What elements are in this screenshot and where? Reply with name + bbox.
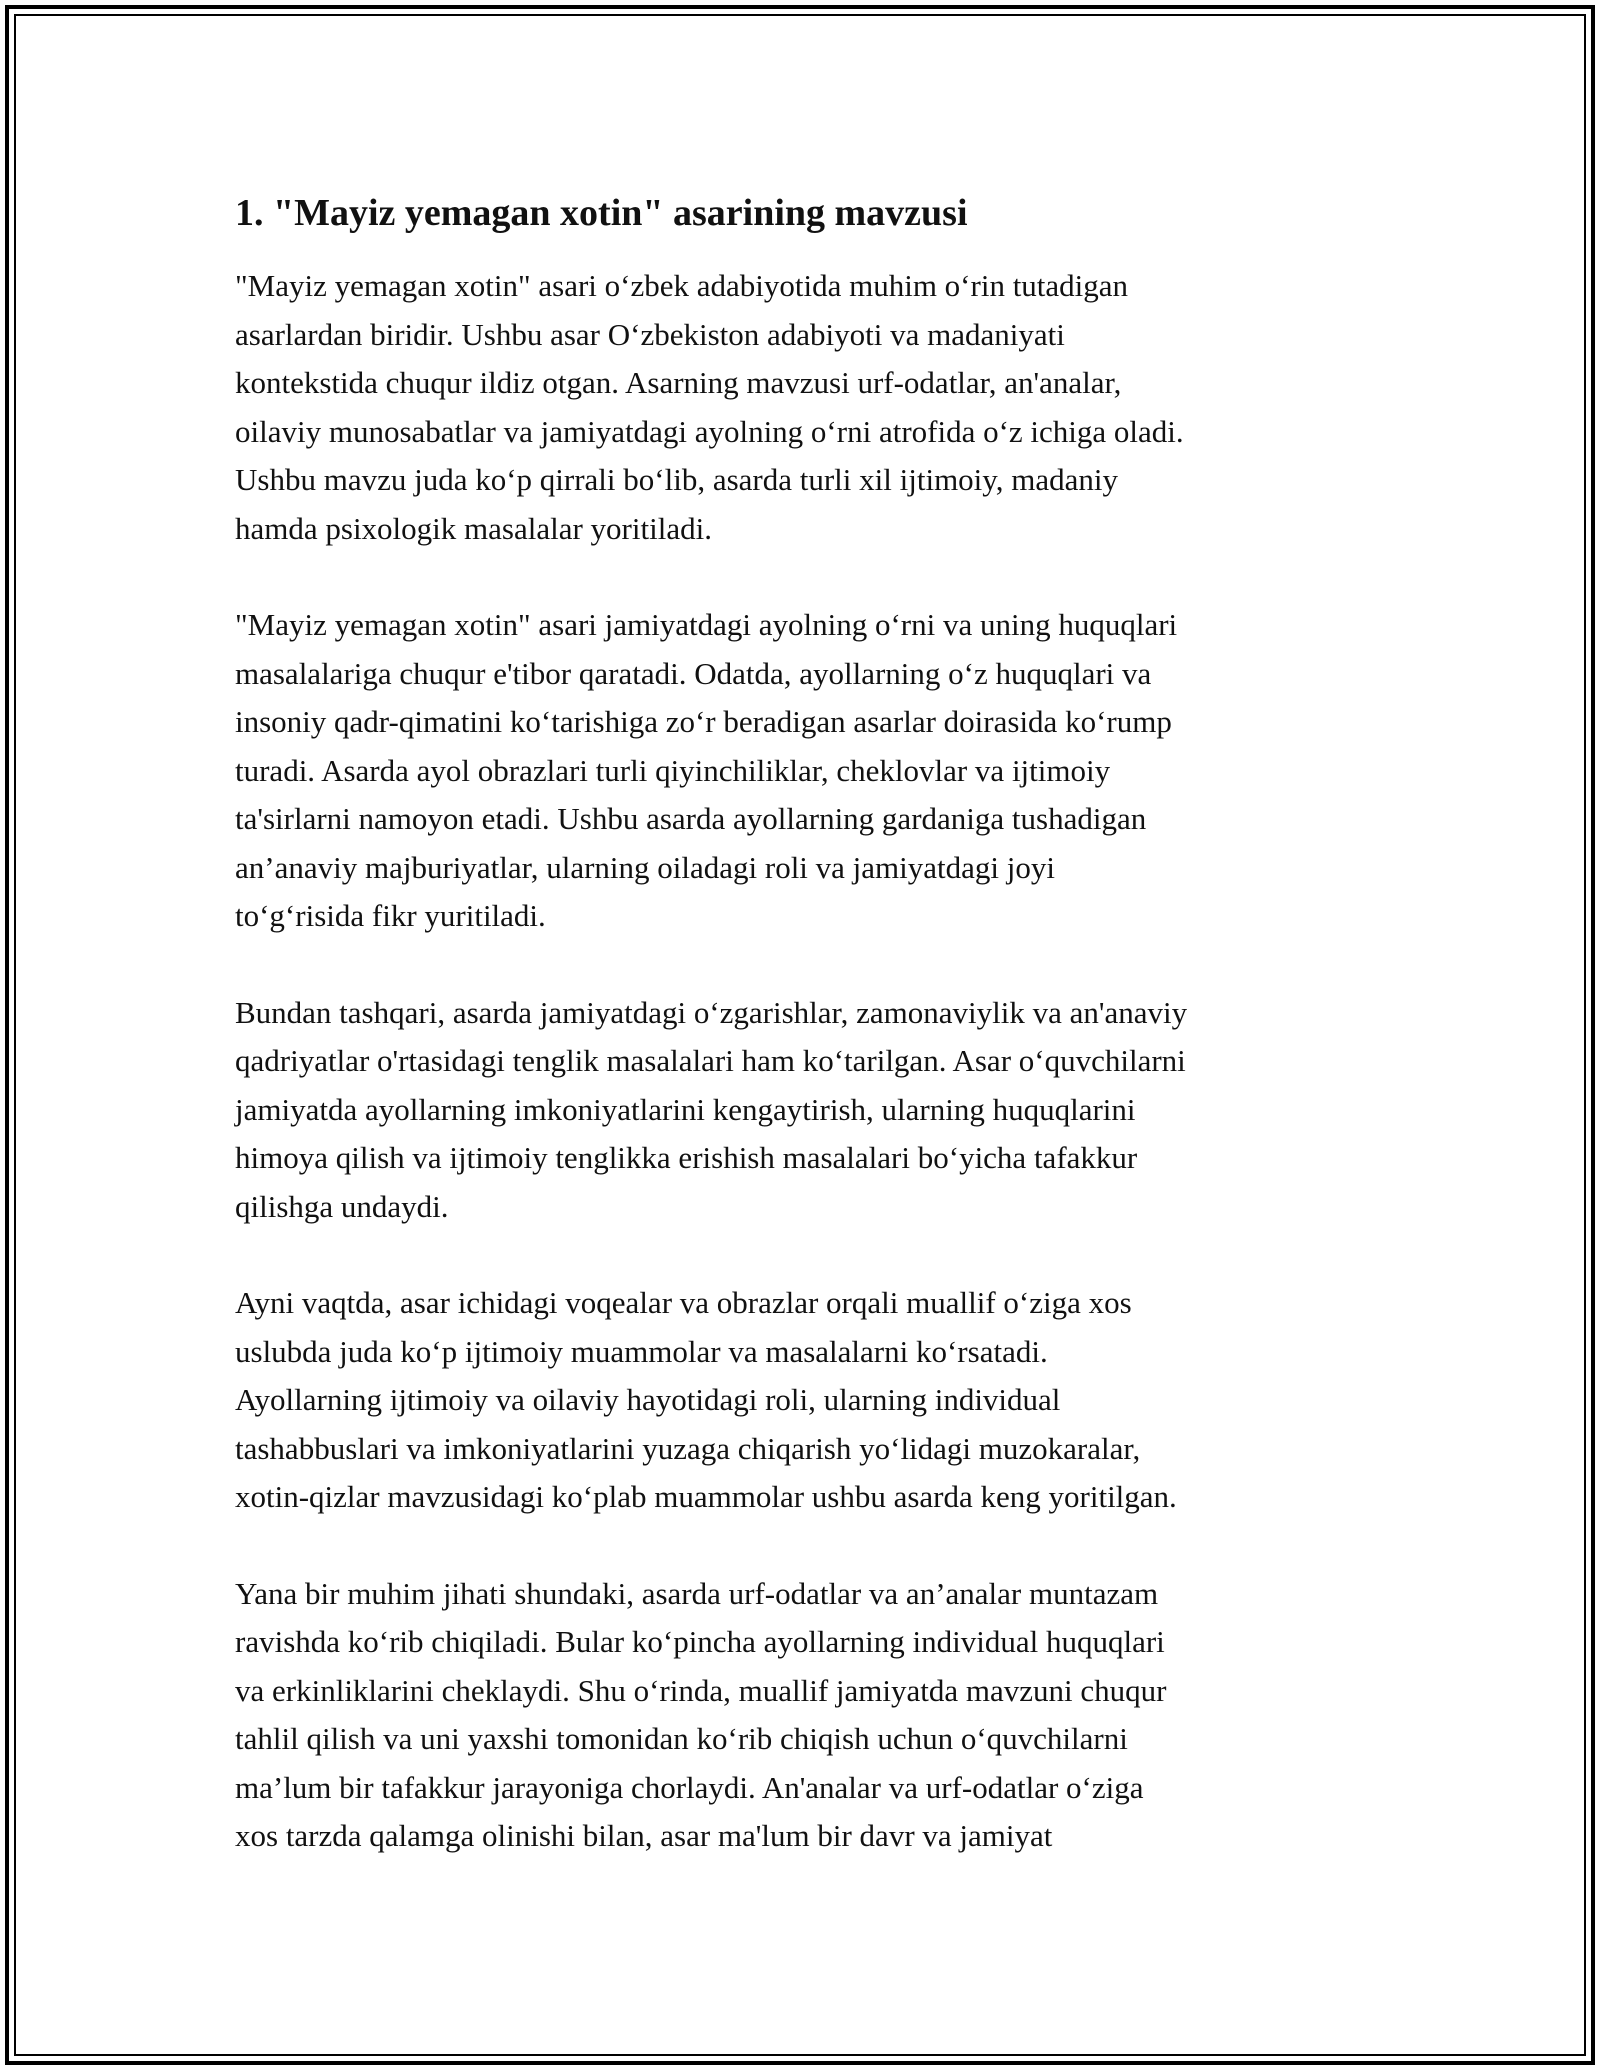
paragraph-line: xotin-qizlar mavzusidagi koʻplab muammolar ushbu asarda keng yoritilgan. (235, 1479, 1177, 1514)
paragraph-line: ma’lum bir tafakkur jarayoniga chorlaydi. An'analar va urf-odatlar oʻziga (235, 1769, 1144, 1805)
paragraph-line: qadriyatlar o'rtasidagi tenglik masalalari ham koʻtarilgan. Asar oʻquvchilarni (235, 1043, 1186, 1078)
paragraph-line: Ushbu mavzu juda koʻp qirrali boʻlib, asarda turli xil ijtimoiy, madaniy (235, 462, 1119, 497)
paragraph (235, 601, 1370, 941)
paragraph-line: Yana bir muhim jihati shundaki, asarda urf-odatlar va an’analar muntazam (235, 1575, 1159, 1611)
paragraph-line: asarlardan biridir. Ushbu asar Oʻzbekiston adabiyoti va madaniyati (235, 316, 1065, 352)
paragraph-line: himoya qilish va ijtimoiy tenglikka erishish masalalari boʻyicha tafakkur (235, 1140, 1138, 1175)
paragraph (235, 989, 1370, 1232)
paragraph (235, 1279, 1370, 1522)
paragraph-line: Ayni vaqtda, asar ichidagi voqealar va obrazlar orqali muallif oʻziga xos (235, 1285, 1132, 1320)
paragraph-line: toʻgʻrisida fikr yuritiladi. (235, 898, 546, 933)
paragraph (235, 262, 1370, 553)
paragraph-line: masalalariga chuqur e'tibor qaratadi. Odatda, ayollarning oʻz huquqlari va (235, 655, 1152, 691)
paragraph-line: kontekstida chuqur ildiz otgan. Asarning mavzusi urf-odatlar, an'analar, (235, 365, 1122, 400)
paragraph-line: ravishda koʻrib chiqiladi. Bular koʻpincha ayollarning individual huquqlari (235, 1624, 1165, 1659)
paragraph-line: "Mayiz yemagan xotin" asari jamiyatdagi ayolning oʻrni va uning huquqlari (235, 607, 1178, 642)
paragraph-line: jamiyatda ayollarning imkoniyatlarini kengaytirish, ularning huquqlarini (235, 1091, 1136, 1127)
paragraph-line: "Mayiz yemagan xotin" asari oʻzbek adabiyotida muhim oʻrin tutadigan (235, 268, 1129, 303)
paragraph-line: xos tarzda qalamga olinishi bilan, asar ma'lum bir davr va jamiyat (235, 1818, 1053, 1853)
paragraph-line: qilishga undaydi. (235, 1188, 449, 1224)
paragraph-line: ta'sirlarni namoyon etadi. Ushbu asarda ayollarning gardaniga tushadigan (235, 801, 1147, 836)
document-body (235, 186, 1370, 1909)
paragraph (235, 1570, 1370, 1861)
paragraph-line: Ayollarning ijtimoiy va oilaviy hayotidagi roli, ularning individual (235, 1382, 1061, 1417)
paragraph-line: Bundan tashqari, asarda jamiyatdagi oʻzgarishlar, zamonaviylik va an'anaviy (235, 994, 1188, 1030)
paragraph-line: turadi. Asarda ayol obrazlari turli qiyinchiliklar, cheklovlar va ijtimoiy (235, 752, 1111, 788)
paragraph-line: tashabbuslari va imkoniyatlarini yuzaga chiqarish yoʻlidagi muzokaralar, (235, 1430, 1141, 1466)
paragraph-line: va erkinliklarini cheklaydi. Shu oʻrinda, muallif jamiyatda mavzuni chuqur (235, 1672, 1167, 1708)
paragraph-line: insoniy qadr-qimatini koʻtarishiga zoʻr beradigan asarlar doirasida koʻrump (235, 704, 1172, 739)
paragraph-line: hamda psixologik masalalar yoritiladi. (235, 510, 712, 546)
paragraph-list (235, 262, 1370, 1861)
paragraph-line: an’anaviy majburiyatlar, ularning oiladagi roli va jamiyatdagi joyi (235, 849, 1056, 885)
section-heading: 1. "Mayiz yemagan xotin" asarining mavzusi (235, 192, 968, 234)
paragraph-line: oilaviy munosabatlar va jamiyatdagi ayolning oʻrni atrofida oʻz ichiga oladi. (235, 413, 1184, 449)
paragraph-line: uslubda juda koʻp ijtimoiy muammolar va masalalarni koʻrsatadi. (235, 1333, 1048, 1369)
paragraph-line: tahlil qilish va uni yaxshi tomonidan koʻrib chiqish uchun oʻquvchilarni (235, 1721, 1128, 1756)
